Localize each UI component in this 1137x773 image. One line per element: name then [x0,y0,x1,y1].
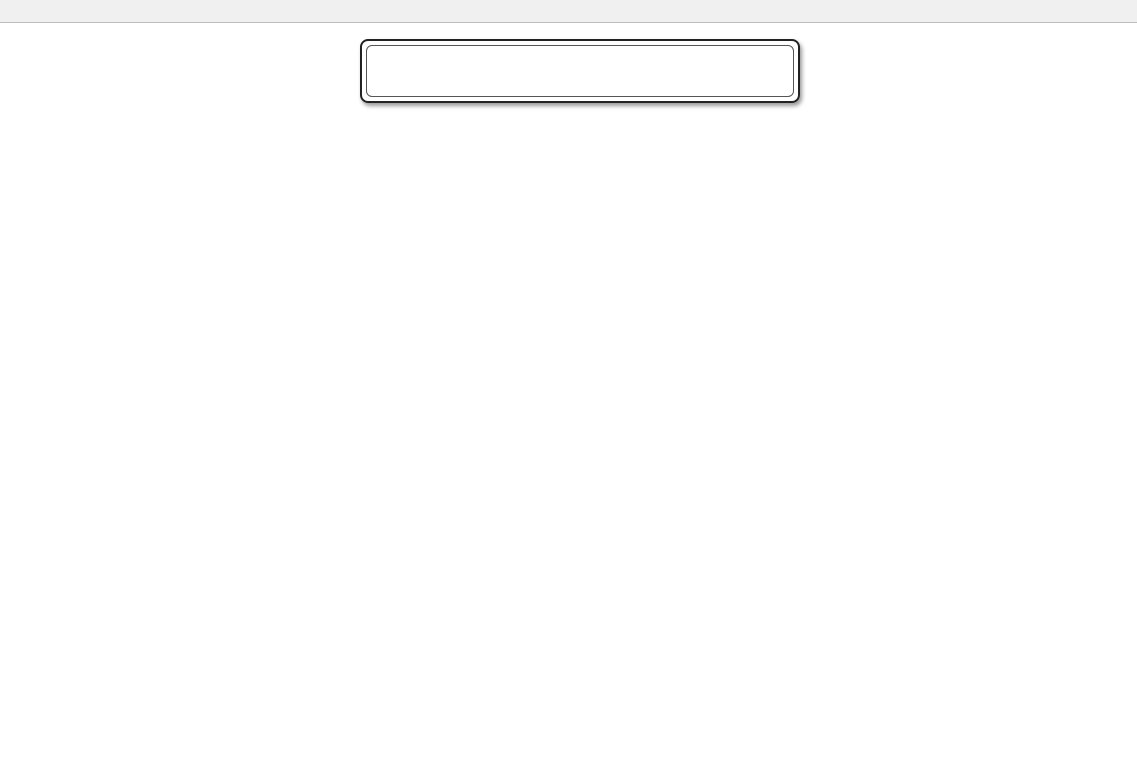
title-inner-border [366,45,794,97]
title-box[interactable] [360,39,800,103]
column-header-bar [0,0,1137,23]
